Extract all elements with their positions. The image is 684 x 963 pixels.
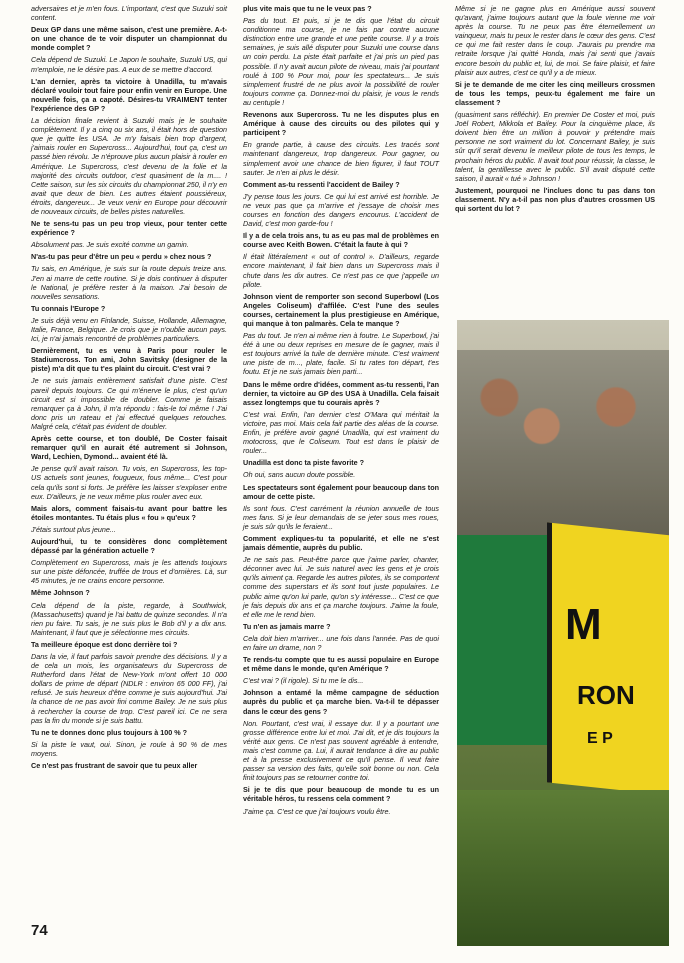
interview-answer: Dans la vie, il faut parfois savoir prendre des décisions. Il y a de cela un mois, les organisateurs du Supercross de Rutherford dans l'état de New-York m'ont offert 10 000 dollars de prime de départ (NDLR : environ 65 000 FF), j'ai refusé. Je suis heureux d'être comme je suis aujourd'hui. J'ai la chance de ne pas avoir fini comme Bailey. Je ne suis plus à rechercher la course de trop. C'est pareil ici. Ce ne sera pas la fin du monde si je suis battu. xyxy=(31,652,227,725)
interview-question: Tu ne te donnes donc plus toujours à 100 % ? xyxy=(31,727,188,737)
interview-answer: C'est vrai ? (il rigole). Si tu me le dis... xyxy=(243,676,364,686)
grass xyxy=(457,790,669,946)
interview-answer: Je pense qu'il avait raison. Tu vois, en Supercross, les top-US actuels sont jeunes, fougueux, fous même... C'est pour cela qu'ils sont si forts. Je préfère les laisser s'exploser entre eux. D'ailleurs, je ne veux même plus rouler avec eux. xyxy=(31,464,227,501)
interview-question: Mais alors, comment faisais-tu avant pour battre les étoiles montantes. Tu étais plus « fou » qu'eux ? xyxy=(31,503,227,522)
interview-answer: Ils sont fous. C'est carrément la réunion annuelle de tous mes fans. Si je leur demandais de se jeter sous mes roues, je suis sûr qu'ils le feraient... xyxy=(243,503,439,531)
interview-question: Johnson a entamé la même campagne de séduction auprès du public et ça marche bien. Va-t-il te dépasser dans le cœur des gens ? xyxy=(243,688,439,716)
interview-question: Dans le même ordre d'idées, comment as-tu ressenti, l'an dernier, ta victoire au GP des USA à Unadilla. Cela faisait assez longtemps que tu courais après ? xyxy=(243,379,439,407)
interview-answer: Je ne suis jamais entièrement satisfait d'une piste. C'est pareil depuis toujours. Ce qui m'énerve le plus, c'est qu'un circuit est si impossible de doubler. Comme je faisais remarquer ça à John, il m'a répondu : fais-le toi même ! J'ai donc pris un rateau et j'ai effectué quelques retouches. Malgré cela, c'était pas évident de doubler. xyxy=(31,376,227,431)
interview-question: Comment as-tu ressenti l'accident de Bailey ? xyxy=(243,179,400,189)
interview-question: Si je te dis que pour beaucoup de monde tu es un véritable héros, tu ressens cela comment ? xyxy=(243,785,439,804)
interview-answer: J'y pense tous les jours. Ce qui lui est arrivé est horrible. Je ne veux pas que ça m'arrive et j'essaye de choisir mes courses en fonction des dangers encourus. L'accident de David, c'est mon garde-fou ! xyxy=(243,191,439,229)
interview-question: Après cette course, et ton doublé, De Coster faisait remarquer qu'il en aurait été autrement si Johnson, Ward, Lechien, Dymond... avaient été là. xyxy=(31,434,227,462)
interview-question: Comment expliques-tu ta popularité, et elle ne s'est jamais démentie, auprès du public. xyxy=(243,533,439,553)
interview-answer: Il était littéralement « out of control ». D'ailleurs, regarde encore maintenant, il fait bien dans un Supercross mais il chute dans les dix autres. Ce n'est pas ce que j'appelle un pilote. xyxy=(243,252,439,289)
interview-question: Revenons aux Supercross. Tu ne les disputes plus en Amérique à cause des circuits ou des pilotes qui y participent ? xyxy=(243,110,439,138)
interview-answer: En grande partie, à cause des circuits. Les tracés sont maintenant dangereux, trop dangereux. Pour gagner, ou simplement avoir une chance de bien figurer, il faut TOUT sauter. Je n'en ai plus le désir. xyxy=(243,140,439,177)
interview-answer: J'aime ça. C'est ce que j'ai toujours voulu être. xyxy=(243,806,391,816)
interview-question: Il y a de cela trois ans, tu as eu pas mal de problèmes en course avec Keith Bowen. C'était la faute à qui ? xyxy=(243,231,439,250)
interview-answer: Cela dépend de Suzuki. Le Japon le souhaite, Suzuki US, qui m'emploie, ne le désire pas. A eux de se mettre d'accord. xyxy=(31,55,227,74)
interview-question: L'an dernier, après ta victoire à Unadilla, tu m'avais déclaré vouloir tout faire pour enfin venir en Europe. Une nouvelle fois, ça a capoté. Désires-tu VRAIMENT tenter l'expérience des GP ? xyxy=(31,76,227,113)
interview-answer: Je ne sais pas. Peut-être parce que j'aime parler, chanter, déconner avec lui. Je suis naturel avec les gens et je crois qu'ils aiment ça. Regarde les autres pilotes, ils se comportent comme des superstars et ils sont tout juste populaires. Le public aime qu'on lui parle, qu'on s'y intéresse... C'est ce que je fais depuis dix ans et ça marche toujours. J'aime la foule, et elle me le rend bien. xyxy=(243,555,439,619)
column-3 xyxy=(455,4,655,216)
interview-question: Johnson vient de remporter son second Superbowl (Los Angeles Coliseum) d'affilée. C'est l'une des seules courses, certainement la plus prestigieuse en Amérique, qui manque à ton palmarès. Cela te manque ? xyxy=(243,291,439,328)
yellow-banner xyxy=(547,522,669,797)
interview-answer: Pas du tout. Je n'en ai même rien à foutre. Le Superbowl, j'ai été à une ou deux reprises en mesure de le gagner, mais il est toujours arrivé la tuile de dernière minute. C'est vraiment une piste de m..., plate, facile. Si tu rates ton départ, t'es foutu. Et je ne suis jamais bien parti... xyxy=(243,331,439,377)
interview-question: Tu connais l'Europe ? xyxy=(31,303,106,313)
interview-answer: Cela doit bien m'arriver... une fois dans l'année. Pas de quoi en faire un drame, non ? xyxy=(243,633,439,652)
interview-answer: Si la piste le vaut, oui. Sinon, je roule à 90 % de mes moyens. xyxy=(31,739,227,758)
interview-question: Tu n'en as jamais marre ? xyxy=(243,621,331,631)
photo-crowd-banner xyxy=(457,320,669,946)
interview-question: Même Johnson ? xyxy=(31,588,90,598)
interview-answer: La décision finale revient à Suzuki mais je le souhaite complètement. Il y a cinq ou six ans, il était hors de question que je quitte les USA. Je m'y faisais bien trop d'argent, j'aimais rouler en Supercross... Aujourd'hui, tout ça, c'est un passé bien révolu. Je n'éprouve plus aucun plaisir à rouler en Amérique. Le Supercross, c'est devenu de la folie et la majorité des circuits outdoor, c'est quasiment de la m.... ! Cette saison, sur les six circuits du championnat 250, il n'y en avait que deux de bien. Les autres étaient poussiéreux, étroits, dangereux... Je veux venir en Europe pour découvrir de nouveaux circuits, de belles pistes naturelles. xyxy=(31,116,227,216)
interview-question: Ta meilleure époque est donc derrière toi ? xyxy=(31,639,178,649)
green-banner xyxy=(457,535,552,745)
interview-question: Ne te sens-tu pas un peu trop vieux, pour tenter cette expérience ? xyxy=(31,219,227,238)
interview-answer: Non. Pourtant, c'est vrai, il essaye dur. Il y a pourtant une grosse différence entre lui et moi. J'ai dit, et je dis toujours la vérité aux gens. Ce n'est pas souvent agréable à entendre, mais c'est comme ça. Lui, il aurait tendance à dire au public et à la presse exclusivement ce qu'il pense. Il veut faire passer sa version des faits, qu'elle soit bonne ou non. Cela finit toujours pas se retourner contre toi. xyxy=(243,718,439,783)
interview-question: Deux GP dans une même saison, c'est une première. A-t-on une chance de te voir disputer un championnat du monde complet ? xyxy=(31,25,227,53)
interview-question: Justement, pourquoi ne l'inclues donc tu pas dans ton classement. N'y a-t-il pas non plus d'autres crossmen US qui sortent du lot ? xyxy=(455,185,655,213)
interview-question: Aujourd'hui, tu te considères donc complètement dépassé par la génération actuelle ? xyxy=(31,536,227,556)
column-2 xyxy=(243,4,439,819)
interview-answer: Oh oui, sans aucun doute possible. xyxy=(243,470,356,480)
interview-question: plus vite mais que tu ne le veux pas ? xyxy=(243,4,372,13)
banner-lettering-3: E P xyxy=(587,730,613,747)
interview-answer: adversaires et je m'en fous. L'important, c'est que Suzuki soit content. xyxy=(31,4,227,23)
interview-answer: Cela dépend de la piste, regarde, à Southwick, (Massachusetts) quand je l'ai battu de quinze secondes. Il n'a rien pu faire. Tu sais, je ne suis plus le Bob d'il y a dix ans. Maintenant, il faut que je sélectionne mes circuits. xyxy=(31,600,227,637)
interview-question: Les spectateurs sont également pour beaucoup dans ton amour de cette piste. xyxy=(243,482,439,501)
interview-question: Unadilla est donc ta piste favorite ? xyxy=(243,458,365,468)
interview-answer: C'est vrai. Enfin, l'an dernier c'est O'Mara qui méritait la victoire, pas moi. Mais cela fait partie des aléas de la course. Enfin, je préfère avoir gagné Unadilla, qui est vraiment du motocross, que le Coliseum. Tout est dans le plaisir de rouler... xyxy=(243,409,439,456)
interview-answer: J'étais surtout plus jeune... xyxy=(31,524,116,534)
interview-question: Dernièrement, tu es venu à Paris pour rouler le Stadiumcross. Ton ami, John Savitsky (designer de la piste) m'a dit que tu t'es plaint du circuit. C'est vrai ? xyxy=(31,346,227,374)
interview-answer: (quasiment sans réfléchir). En premier De Coster et moi, puis Joël Robert, Mikkola et Bailey. Pour la cinquième place, ils doivent bien être un million à pouvoir y prétendre mais personne ne sort vraiment du lot. Concernant Bailey, je suis sûr qu'il serait devenu le meilleur pilote de tous les temps, le prochain héros du public. Il avait tout pour réussir, la classe, le talent, la gentillesse avec le public. S'il avait disputé cette saison, il aurait « tué » Johnson ! xyxy=(455,110,655,183)
banner-lettering-2: RON xyxy=(577,680,635,710)
interview-answer: Même si je ne gagne plus en Amérique aussi souvent qu'avant, j'aime toujours autant que la foule vienne me voir après la course. Tu ne peux pas être éternellement un vainqueur, mais tu peux le rester dans le cœur des gens. C'est ce qui me fait rester dans le coup. J'aurais pu prendre ma retraite lorsque j'ai quitté Honda, mais j'ai senti que j'avais encore besoin du public et, lui, de moi. Se faire plaisir, et faire plaisir aux autres, c'est ce qu'il y a de mieux. xyxy=(455,4,655,77)
page-number: 74 xyxy=(31,922,48,939)
interview-answer: Pas du tout. Et puis, si je te dis que l'état du circuit conditionne ma course, je ne fais par contre aucune distinction entre une grande et une petite course. Il y a trois semaines, je suis allé disputer pour Suzuki une course dans un coin perdu. La piste était parfaite et j'ai pris un pied pas possible. Il n'y avait aucun pilote de niveau, mais j'ai pourtant roulé à 100 % Pour moi, pour les spectateurs... Je suis simplement frustré de ne plus avoir la possibilité de rouler toujours comme ça. Donnez-moi du plaisir, je vous le rends au centuple ! xyxy=(243,16,439,107)
interview-answer: Tu sais, en Amérique, je suis sur la route depuis treize ans. J'en ai marre de cette routine. Si je dois continuer à disputer le National, je préfère rester à la maison. J'ai besoin de nouvelles sensations. xyxy=(31,264,227,301)
column-1 xyxy=(31,4,227,773)
interview-question: Si je te demande de me citer les cinq meilleurs crossmen de tous les temps, peux-tu également me faire un classement ? xyxy=(455,79,655,107)
banner-lettering: M xyxy=(565,600,600,649)
interview-question: N'as-tu pas peur d'être un peu « perdu » chez nous ? xyxy=(31,252,212,262)
spectator-crowd xyxy=(457,350,669,540)
interview-answer: Je suis déjà venu en Finlande, Suisse, Hollande, Allemagne, Italie, France, Belgique. Je crois que je n'oublie aucun pays. Ici, je n'ai jamais rencontré de problèmes particuliers. xyxy=(31,315,227,344)
interview-question: Te rends-tu compte que tu es aussi populaire en Europe et même dans le monde, qu'en Amérique ? xyxy=(243,655,439,674)
interview-answer: Complètement en Supercross, mais je les attends toujours sur une piste défoncée, truffée de trous et d'ornières. Là, sur 45 minutes, je ne crains encore personne. xyxy=(31,558,227,586)
interview-question: Ce n'est pas frustrant de savoir que tu peux aller xyxy=(31,761,198,771)
interview-answer: Absolument pas. Je suis excité comme un gamin. xyxy=(31,240,189,250)
